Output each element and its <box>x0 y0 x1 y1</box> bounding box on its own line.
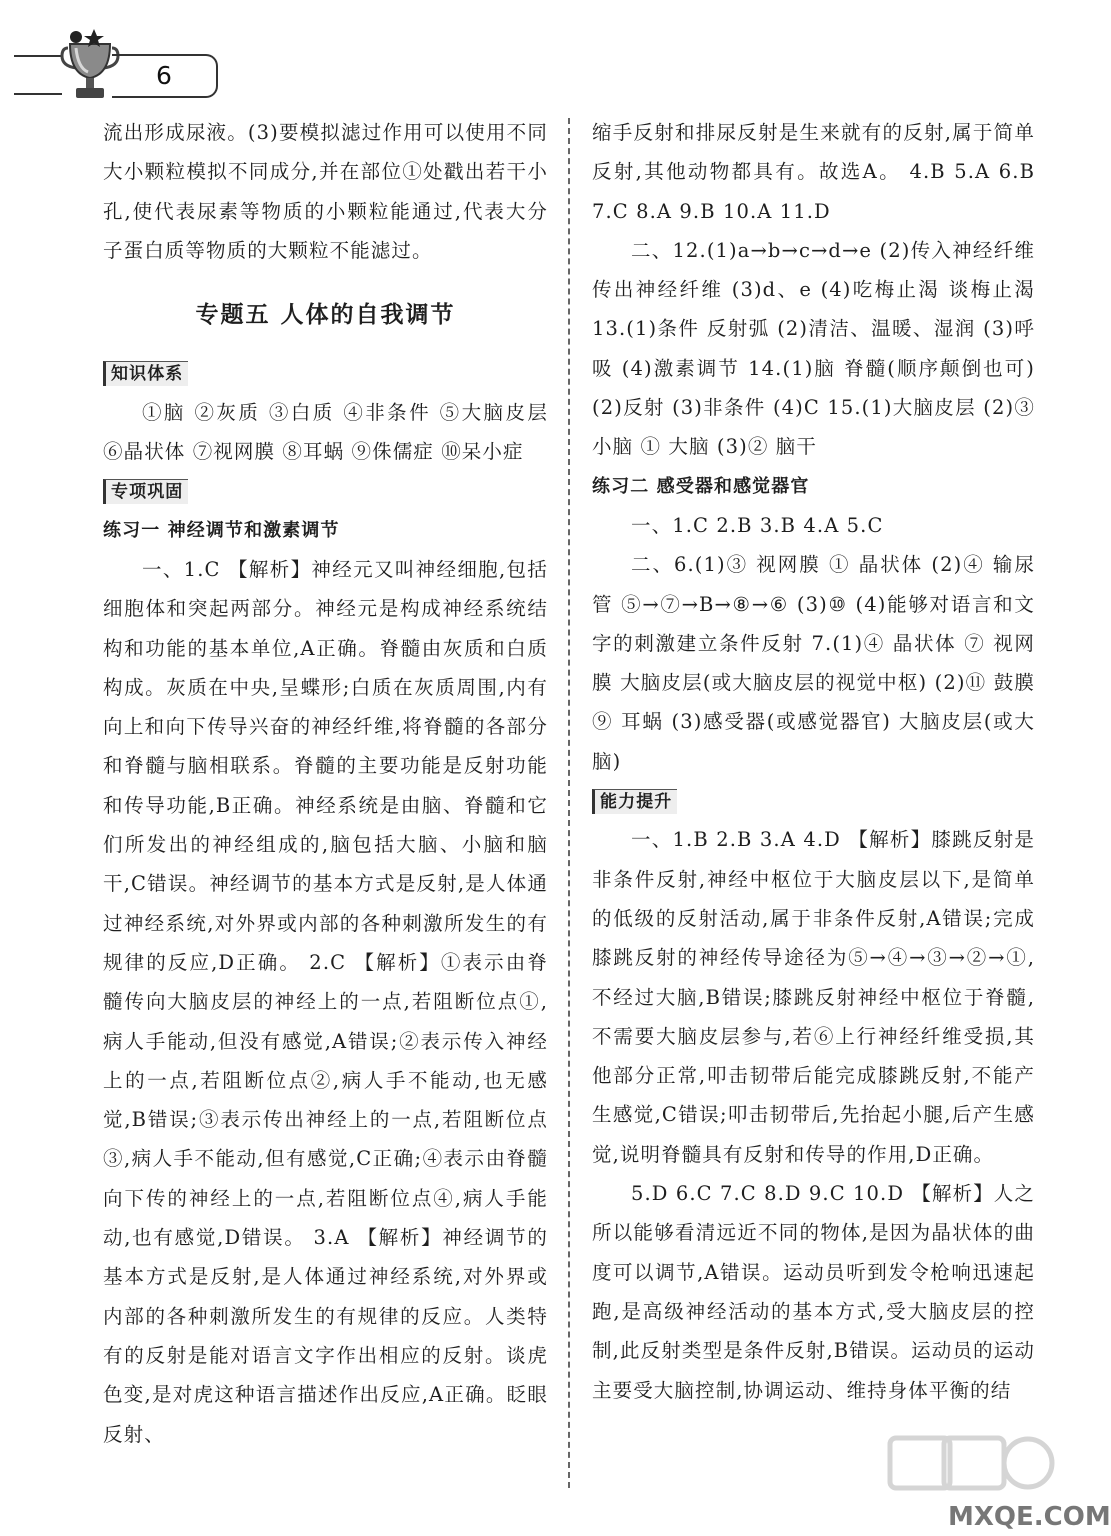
page-header <box>0 0 1064 110</box>
watermark-text: MXQE.COM <box>948 1502 1111 1532</box>
right-column <box>592 113 1035 1410</box>
column-divider <box>568 118 570 1488</box>
ability-answers-2: 5.D 6.C 7.C 8.D 9.C 10.D 【解析】人之所以能够看清远近不同的物体,是因为晶状体的曲度可以调节,A错误。运动员听到发令枪响迅速起跑,是高级神经活动的基本方式,受大脑皮层的控制,此反射类型是条件反射,B错误。运动员的运动主要受大脑控制,协调运动、维持身体平衡的结 <box>592 1182 1035 1402</box>
page-number: 6 <box>112 54 218 98</box>
left-column <box>103 113 548 1454</box>
tag-ability-improvement: 能力提升 <box>592 789 677 814</box>
continued-answers: 缩手反射和排尿反射是生来就有的反射,属于简单反射,其他动物都具有。故选A。 4.B 5.A 6.B 7.C 8.A 9.B 10.A 11.D <box>592 121 1035 223</box>
q12-answers: 二、12.(1)a→b→c→d→e (2)传入神经纤维 传出神经纤维 (3)d、e (4)吃梅止渴 谈梅止渴 13.(1)条件 反射弧 (2)清洁、温暖、湿润 (3)呼吸 (4)激素调节 14.(1)脑 脊髓(顺序颠倒也可) (2)反射 (3)非条件 (4)C 15.(1)大脑皮层 (2)③ 小脑 ① 大脑 (3)② 脑干 <box>592 238 1035 459</box>
tag-knowledge-system: 知识体系 <box>103 361 188 386</box>
ability-answers-1: 一、1.B 2.B 3.A 4.D 【解析】膝跳反射是非条件反射,神经中枢位于大脑皮层以下,是简单的低级的反射活动,属于非条件反射,A错误;完成膝跳反射的神经传导途径为⑤→④→③→②→①,不经过大脑,B错误;膝跳反射神经中枢位于脊髓,不需要大脑皮层参与,若⑥上行神经纤维受损,其他部分正常,叩击韧带后能完成膝跳反射,不能产生感觉,C错误;叩击韧带后,先抬起小腿,后产生感觉,说明脊髓具有反射和传导的作用,D正确。 <box>592 828 1035 1166</box>
exercise-2-choice-answers: 一、1.C 2.B 3.B 4.A 5.C <box>631 513 884 537</box>
continued-paragraph: 流出形成尿液。(3)要模拟滤过作用可以使用不同大小颗粒模拟不同成分,并在部位①处戳出若干小孔,使代表尿素等物质的小颗粒能通过,代表大分子蛋白质等物质的大颗粒不能滤过。 <box>103 121 548 262</box>
section-title: 专题五 人体的自我调节 <box>195 302 456 329</box>
tag-special-consolidation: 专项巩固 <box>103 479 188 504</box>
exercise-1-title: 练习一 神经调节和激素调节 <box>103 519 340 541</box>
exercise-2-title: 练习二 感受器和感觉器官 <box>592 475 810 497</box>
exercise-1-answers: 一、1.C 【解析】神经元又叫神经细胞,包括细胞体和突起两部分。神经元是构成神经系统结构和功能的基本单位,A正确。脊髓由灰质和白质构成。灰质在中央,呈蝶形;白质在灰质周围,内有向上和向下传导兴奋的神经纤维,将脊髓的各部分和脊髓与脑相联系。脊髓的主要功能是反射功能和传导功能,B正确。神经系统是由脑、脊髓和它们所发出的神经组成的,脑包括大脑、小脑和脑干,C错误。神经调节的基本方式是反射,是人体通过神经系统,对外界或内部的各种刺激所发生的有规律的反应,D正确。 2.C 【解析】①表示由脊髓传向大脑皮层的神经上的一点,若阻断位点①,病人手能动,但没有感觉,A错误;②表示传入神经上的一点,若阻断位点②,病人手不能动,也无感觉,B错误;③表示传出神经上的一点,若阻断位点③,病人手不能动,但有感觉,C正确;④表示由脊髓向下传的神经上的一点,若阻断位点④,病人手能动,也有感觉,D错误。 3.A 【解析】神经调节的基本方式是反射,是人体通过神经系统,对外界或内部的各种刺激所发生的有规律的反应。人类特有的反射是能对语言文字作出相应的反射。谈虎色变,是对虎这种语言描述作出反应,A正确。眨眼反射、 <box>103 557 548 1446</box>
knowledge-list: ①脑 ②灰质 ③白质 ④非条件 ⑤大脑皮层 ⑥晶状体 ⑦视网膜 ⑧耳蜗 ⑨侏儒症 ⑩呆小症 <box>103 400 548 464</box>
exercise-2-answers: 二、6.(1)③ 视网膜 ① 晶状体 (2)④ 输尿管 ⑤→⑦→B→⑧→⑥ (3)⑩ (4)能够对语言和文字的刺激建立条件反射 7.(1)④ 晶状体 ⑦ 视网膜 大脑皮层(或大脑皮层的视觉中枢) (2)⑪ 鼓膜 ⑨ 耳蜗 (3)感受器(或感觉器官) 大脑皮层(或大脑) <box>592 553 1035 773</box>
